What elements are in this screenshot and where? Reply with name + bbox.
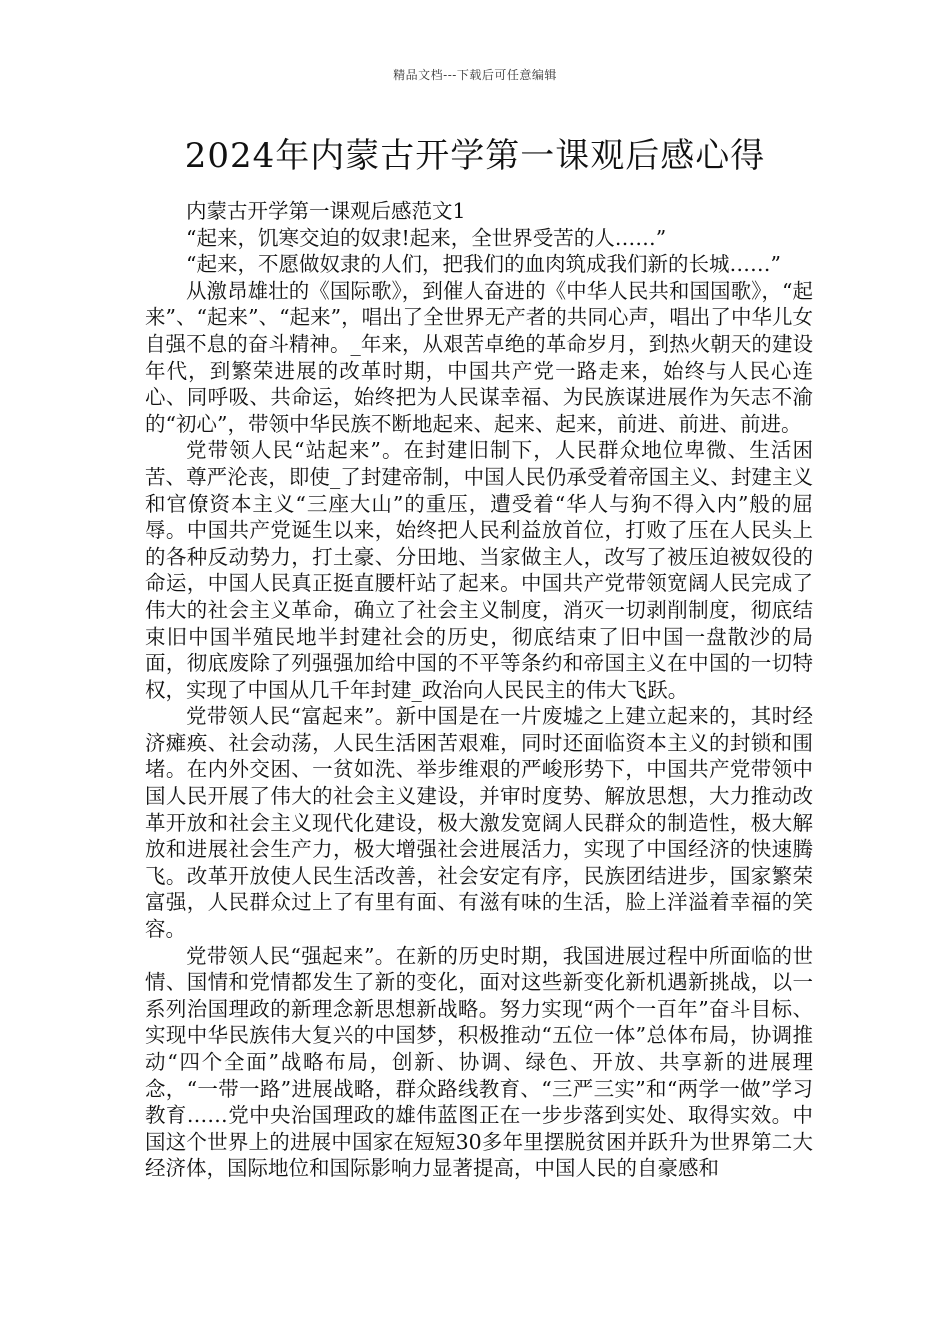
document-body (145, 198, 813, 1182)
paragraph-intro: 从激昂雄壮的《国际歌》，到催人奋进的《中华人民共和国国歌》，“起来”、“起来”、“起来”，唱出了全世界无产者的共同心声，唱出了中华儿女自强不息的奋斗精神。_年来，从艰苦卓绝的革命岁月，到热火朝天的建设年代，到繁荣进展的改革时期，中国共产党一路走来，始终与人民心连心、同呼吸、共命运，始终把为人民谋幸福、为民族谋进展作为矢志不渝的“初心”，带领中华民族不断地起来、起来、起来，前进、前进、前进。 (145, 278, 813, 436)
paragraph-stand-up: 党带领人民“站起来”。在封建旧制下，人民群众地位卑微、生活困苦、尊严沦丧，即使_了封建帝制，中国人民仍承受着帝国主义、封建主义和官僚资本主义“三座大山”的重压，遭受着“华人与狗不得入内”般的屈辱。中国共产党诞生以来，始终把人民利益放首位，打败了压在人民头上的各种反动势力，打土豪、分田地、当家做主人，改写了被压迫被奴役的命运，中国人民真正挺直腰杆站了起来。中国共产党带领宽阔人民完成了伟大的社会主义革命，确立了社会主义制度，消灭一切剥削制度，彻底结束旧中国半殖民地半封建社会的历史，彻底结束了旧中国一盘散沙的局面，彻底废除了列强强加给中国的不平等条约和帝国主义在中国的一切特权，实现了中国从几千年封建_政治向人民民主的伟大飞跃。 (145, 438, 813, 702)
paragraph-quote-internationale: “起来，饥寒交迫的奴隶!起来，全世界受苦的人……” (186, 225, 667, 250)
paragraph-become-strong: 党带领人民“强起来”。在新的历史时期，我国进展过程中所面临的世情、国情和党情都发生了新的变化，面对这些新变化新机遇新挑战，以一系列治国理政的新理念新思想新战略。努力实现“两个一百年”奋斗目标、实现中华民族伟大复兴的中国梦，积极推动“五位一体”总体布局，协调推动“四个全面”战略布局，创新、协调、绿色、开放、共享新的进展理念，“一带一路”进展战略，群众路线教育、“三严三实”和“两学一做”学习教育……党中央治国理政的雄伟蓝图正在一步步落到实处、取得实效。中国这个世界上的进展中国家在短短30多年里摆脱贫困并跃升为世界第二大经济体，国际地位和国际影响力显著提高，中国人民的自豪感和 (145, 943, 813, 1181)
header-note: 精品文档---下载后可任意编辑 (393, 68, 557, 82)
document-title: 2024年内蒙古开学第一课观后感心得 (184, 136, 766, 176)
paragraph-essay-subtitle: 内蒙古开学第一课观后感范文1 (186, 199, 466, 223)
paragraph-quote-anthem: “起来，不愿做奴隶的人们，把我们的血肉筑成我们新的长城……” (186, 252, 781, 277)
paragraph-get-rich: 党带领人民“富起来”。新中国是在一片废墟之上建立起来的，其时经济瘫痪、社会动荡，人民生活困苦艰难，同时还面临资本主义的封锁和围堵。在内外交困、一贫如洗、举步维艰的严峻形势下，中国共产党带领中国人民开展了伟大的社会主义建设，并审时度势、解放思想，大力推动改革开放和社会主义现代化建设，极大激发宽阔人民群众的制造性，极大解放和进展社会生产力，极大增强社会进展活力，实现了中国经济的快速腾飞。改革开放使人民生活改善，社会安定有序，民族团结进步，国家繁荣富强，人民群众过上了有里有面、有滋有味的生活，脸上洋溢着幸福的笑容。 (145, 704, 813, 942)
